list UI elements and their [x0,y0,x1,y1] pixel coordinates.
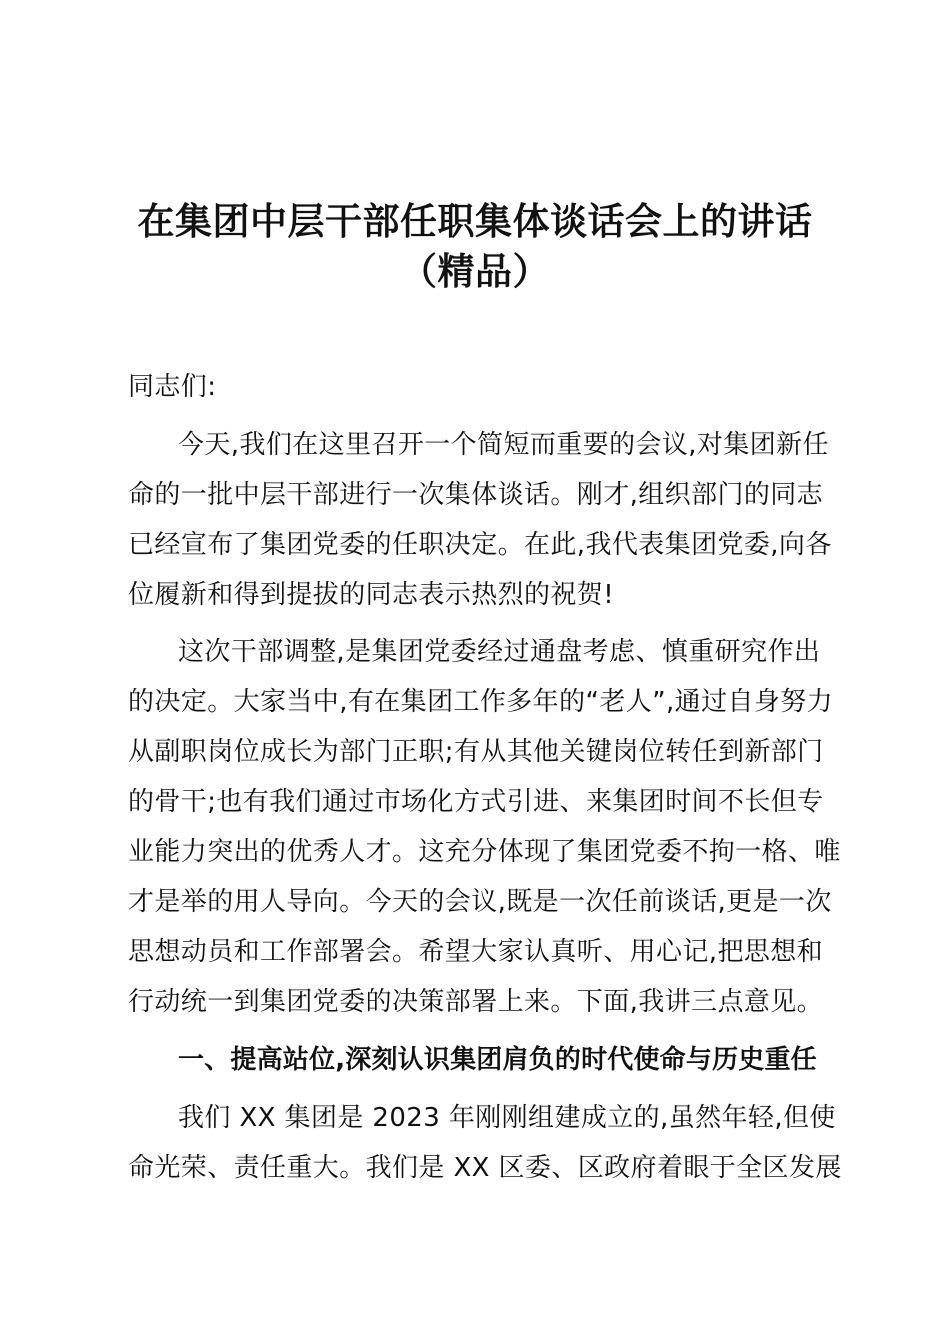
document-title-line-2: （精品） [400,250,550,293]
paragraph-2-line-7: 思想动员和工作部署会。希望大家认真听、用心记,把思想和 [128,937,824,967]
document-title-line-1: 在集团中层干部任职集体谈话会上的讲话 [137,200,813,243]
section-1-heading: 一、提高站位,深刻认识集团肩负的时代使命与历史重任 [178,1045,817,1075]
paragraph-1-line-2: 命的一批中层干部进行一次集体谈话。刚才,组织部门的同志 [128,480,824,510]
paragraph-2-line-4: 的骨干;也有我们通过市场化方式引进、来集团时间不长但专 [128,787,824,817]
paragraph-2-line-1: 这次干部调整,是集团党委经过通盘考虑、慎重研究作出 [178,637,821,667]
paragraph-2-line-8: 行动统一到集团党委的决策部署上来。下面,我讲三点意见。 [128,987,824,1017]
paragraph-3-line-2: 命光荣、责任重大。我们是 XX 区委、区政府着眼于全区发展 [128,1153,842,1183]
paragraph-3-line-1: 我们 XX 集团是 2023 年刚刚组建成立的,虽然年轻,但使 [178,1103,836,1133]
paragraph-2-line-6: 才是举的用人导向。今天的会议,既是一次任前谈话,更是一次 [128,887,832,917]
paragraph-2-line-2: 的决定。大家当中,有在集团工作多年的“老人”,通过自身努力 [128,687,834,717]
paragraph-2-line-5: 业能力突出的优秀人才。这充分体现了集团党委不拘一格、唯 [128,837,841,867]
paragraph-1-line-3: 已经宣布了集团党委的任职决定。在此,我代表集团党委,向各 [128,530,832,560]
paragraph-2-line-3: 从副职岗位成长为部门正职;有从其他关键岗位转任到新部门 [128,737,824,767]
paragraph-1-line-1: 今天,我们在这里召开一个简短而重要的会议,对集团新任 [178,430,829,460]
salutation: 同志们: [128,372,217,402]
paragraph-1-line-4: 位履新和得到提拔的同志表示热烈的祝贺! [128,580,615,610]
